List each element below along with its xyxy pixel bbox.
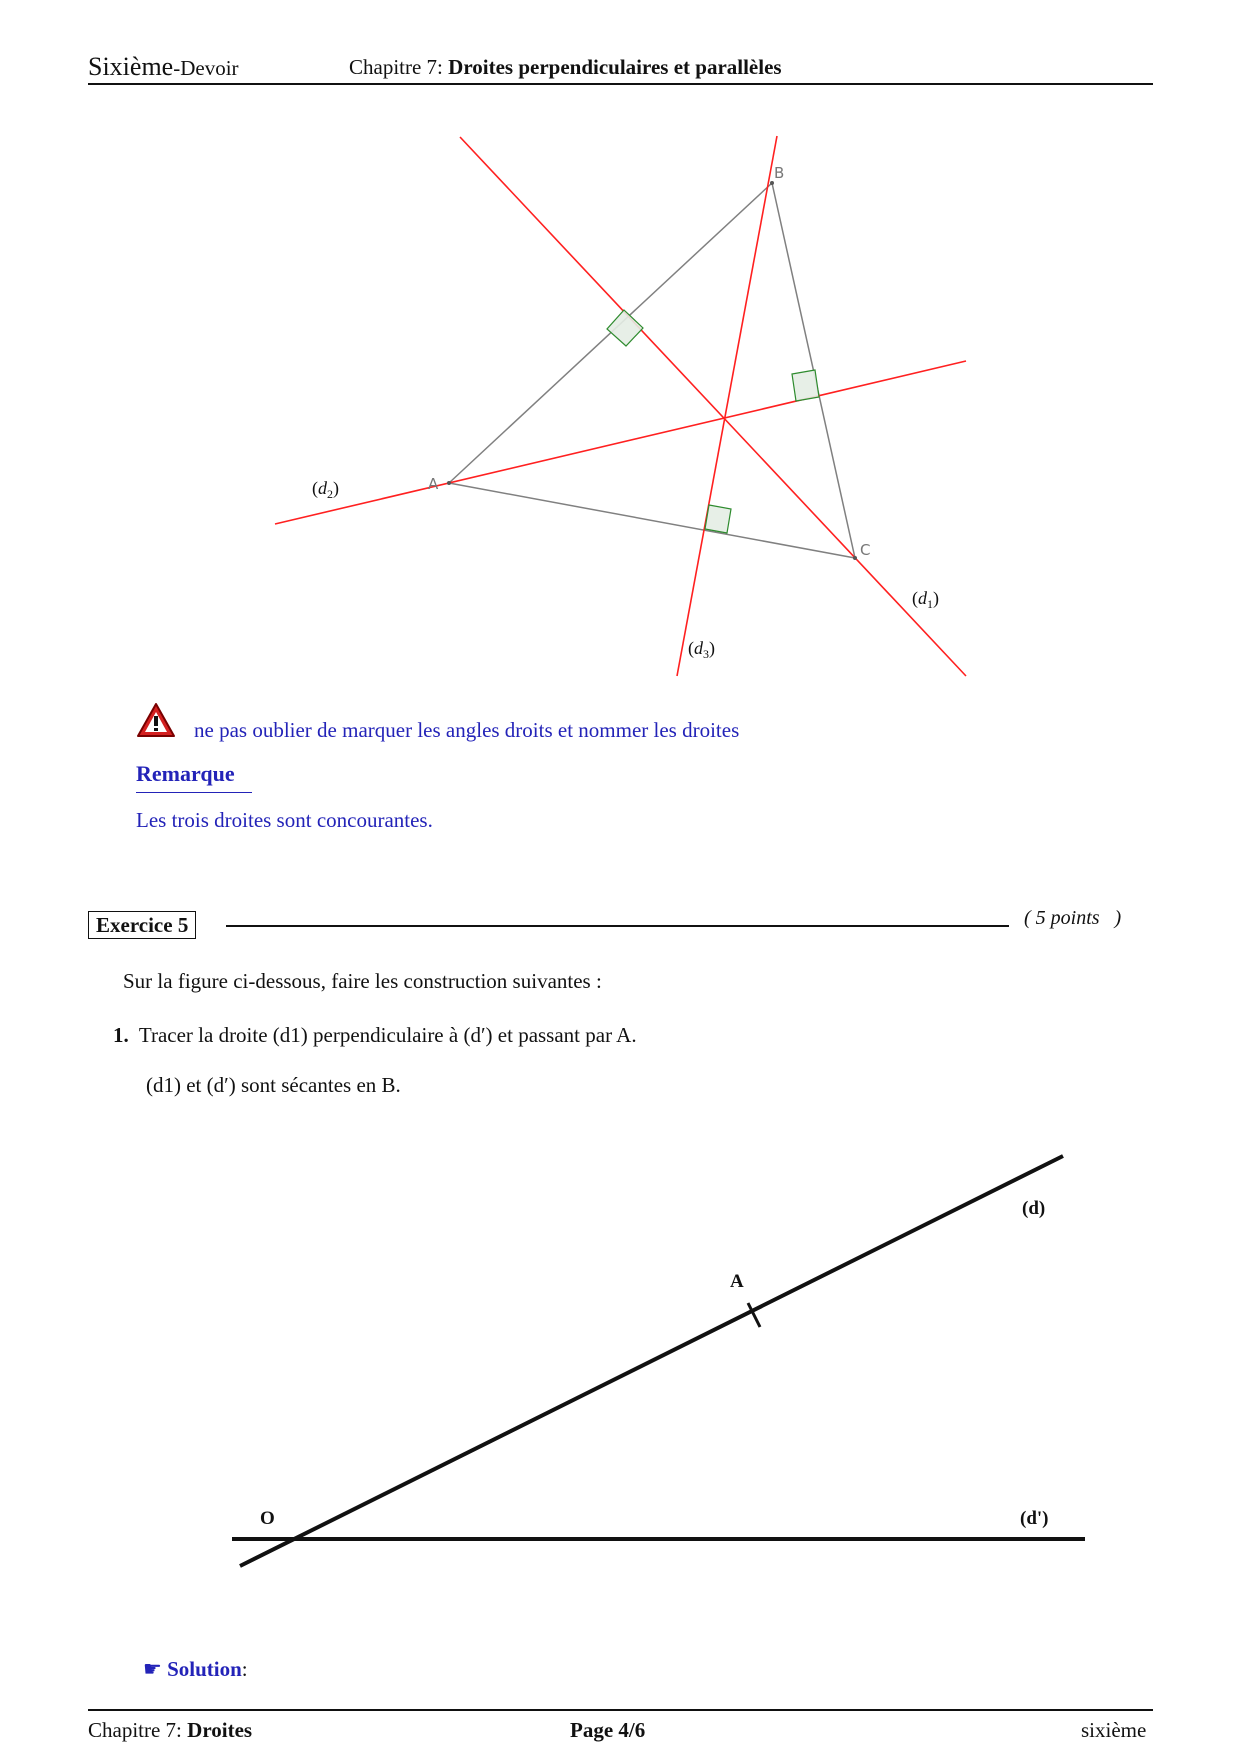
remark-underline bbox=[136, 792, 252, 793]
construction-figure bbox=[0, 1100, 1240, 1600]
line-d3-label: $(d_3)$ bbox=[688, 638, 715, 661]
exercise-rule bbox=[226, 925, 1009, 927]
pointing-hand-icon: ☛ bbox=[143, 1657, 162, 1681]
point-a-label: A bbox=[428, 475, 439, 493]
label-a: A bbox=[730, 1271, 744, 1292]
footer-chapter bbox=[88, 1718, 252, 1743]
point-c-dot bbox=[853, 556, 857, 560]
warning-text: ne pas oublier de marquer les angles droits et nommer les droites bbox=[194, 718, 740, 742]
footer-rule bbox=[88, 1709, 1153, 1711]
segment-ac bbox=[449, 483, 855, 558]
point-a-dot bbox=[447, 481, 451, 485]
question-1-followup: (d1) et (d′) sont sécantes en B. bbox=[146, 1073, 401, 1097]
point-c-label: C bbox=[860, 541, 871, 559]
header-chapter-title: Droites perpendiculaires et parallèles bbox=[448, 55, 782, 79]
question-1-text: Tracer la droite (d1) perpendiculaire à (d′) et passant par A. bbox=[138, 1023, 637, 1047]
line-d1-label: $(d_1)$ bbox=[912, 588, 939, 611]
footer-page-number: Page 4/6 bbox=[570, 1718, 646, 1742]
footer-chapter-prefix: Chapitre 7: bbox=[88, 1718, 182, 1742]
remark-text: Les trois droites sont concourantes. bbox=[136, 808, 433, 832]
footer-chapter-title: Droites bbox=[187, 1718, 253, 1742]
right-angle-mark-ac bbox=[705, 505, 731, 533]
segment-ab bbox=[449, 183, 772, 483]
label-o: O bbox=[260, 1508, 275, 1529]
solution: ☛ Solution: bbox=[143, 1657, 248, 1681]
question-1-number: 1. bbox=[113, 1023, 129, 1047]
exercise-points: ( 5 points ) bbox=[1024, 907, 1122, 929]
solution-label: Solution bbox=[167, 1657, 242, 1681]
question-1 bbox=[113, 1023, 637, 1048]
label-d-prime: (d') bbox=[1020, 1508, 1049, 1529]
line-d1 bbox=[460, 137, 966, 676]
triangle-figure bbox=[0, 0, 1240, 700]
label-d: (d) bbox=[1022, 1198, 1046, 1219]
remark-title: Remarque bbox=[136, 761, 235, 786]
header-level-suffix: -Devoir bbox=[173, 56, 239, 80]
footer-level: sixième bbox=[1081, 1718, 1147, 1742]
warning-icon bbox=[135, 701, 177, 739]
right-angle-mark-bc-square bbox=[792, 370, 819, 401]
point-b-label: B bbox=[774, 164, 785, 182]
line-d bbox=[240, 1156, 1063, 1566]
right-angle-mark-ab bbox=[607, 310, 643, 346]
exercise-title: Exercice 5 bbox=[88, 911, 196, 939]
line-d3 bbox=[677, 136, 777, 676]
line-d2-label: $(d_2)$ bbox=[312, 478, 339, 501]
exercise-intro: Sur la figure ci-dessous, faire les construction suivantes : bbox=[123, 969, 602, 993]
line-d2 bbox=[275, 361, 966, 524]
header-chapter-prefix: Chapitre 7: bbox=[349, 55, 443, 79]
header-level-main: Sixième bbox=[88, 52, 174, 81]
